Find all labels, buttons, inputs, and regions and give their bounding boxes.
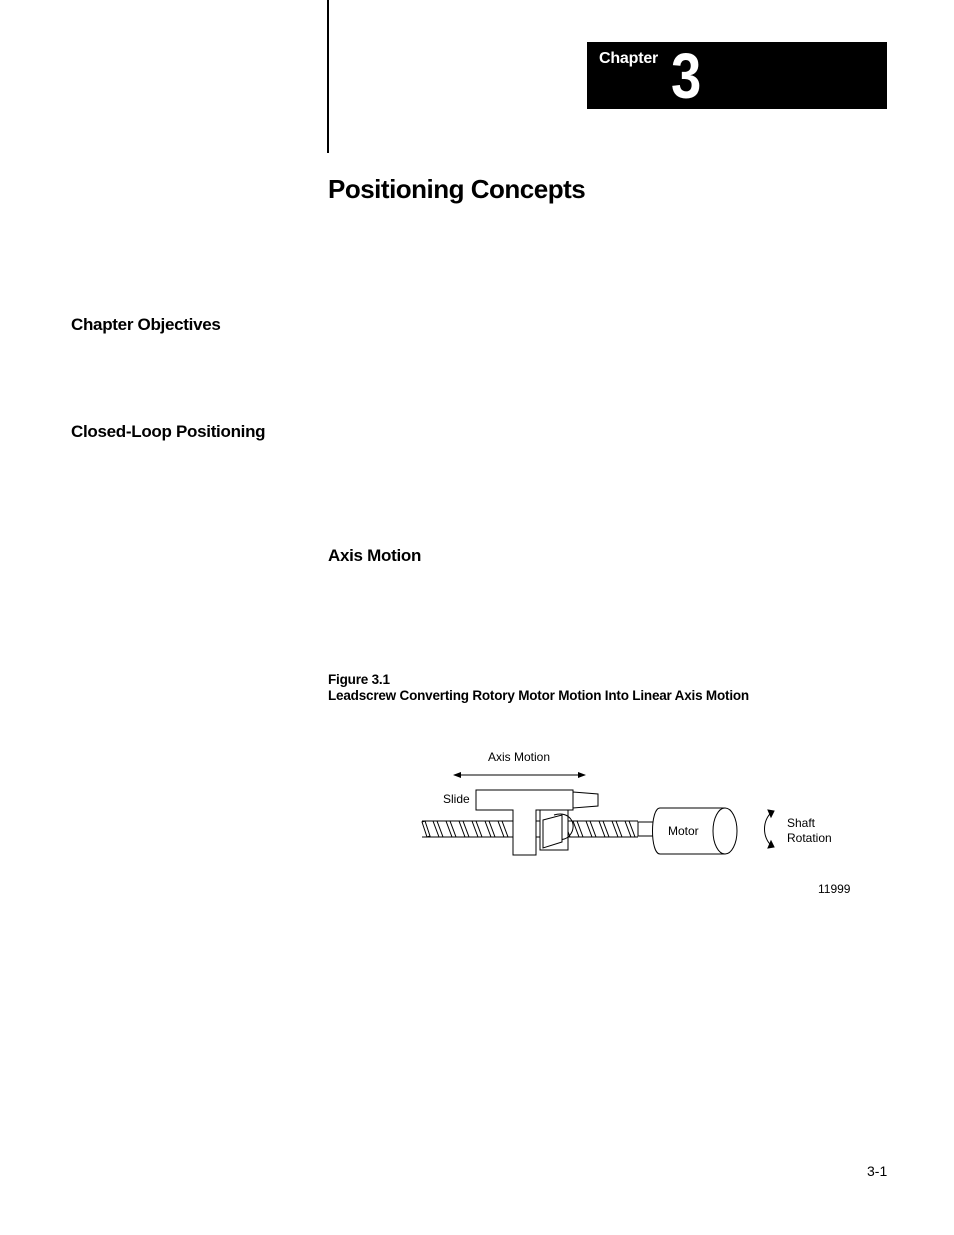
- chapter-number: 3: [671, 40, 700, 112]
- shaft-label: Shaft: [787, 816, 816, 830]
- shaft-rotation-icon: [765, 810, 775, 848]
- figure-number: Figure 3.1: [328, 672, 390, 687]
- figure-id: 11999: [818, 882, 851, 896]
- rotation-label: Rotation: [787, 831, 832, 845]
- header-vertical-rule: [327, 0, 329, 153]
- axis-motion-label: Axis Motion: [488, 750, 551, 764]
- motor-shaft: [638, 822, 654, 836]
- slide: [476, 790, 598, 855]
- chapter-tab: [587, 40, 887, 112]
- chapter-label: Chapter: [599, 50, 659, 67]
- page-title: Positioning Concepts: [328, 174, 586, 204]
- slide-label: Slide: [443, 792, 470, 806]
- motor-label: Motor: [668, 824, 699, 838]
- page-number: 3-1: [867, 1163, 888, 1179]
- leadscrew-diagram: [410, 740, 860, 870]
- heading-axis-motion: Axis Motion: [328, 546, 422, 565]
- heading-closed-loop-positioning: Closed-Loop Positioning: [71, 422, 266, 441]
- heading-chapter-objectives: Chapter Objectives: [71, 315, 221, 334]
- figure-caption: Leadscrew Converting Rotory Motor Motion Into Linear Axis Motion: [328, 688, 749, 703]
